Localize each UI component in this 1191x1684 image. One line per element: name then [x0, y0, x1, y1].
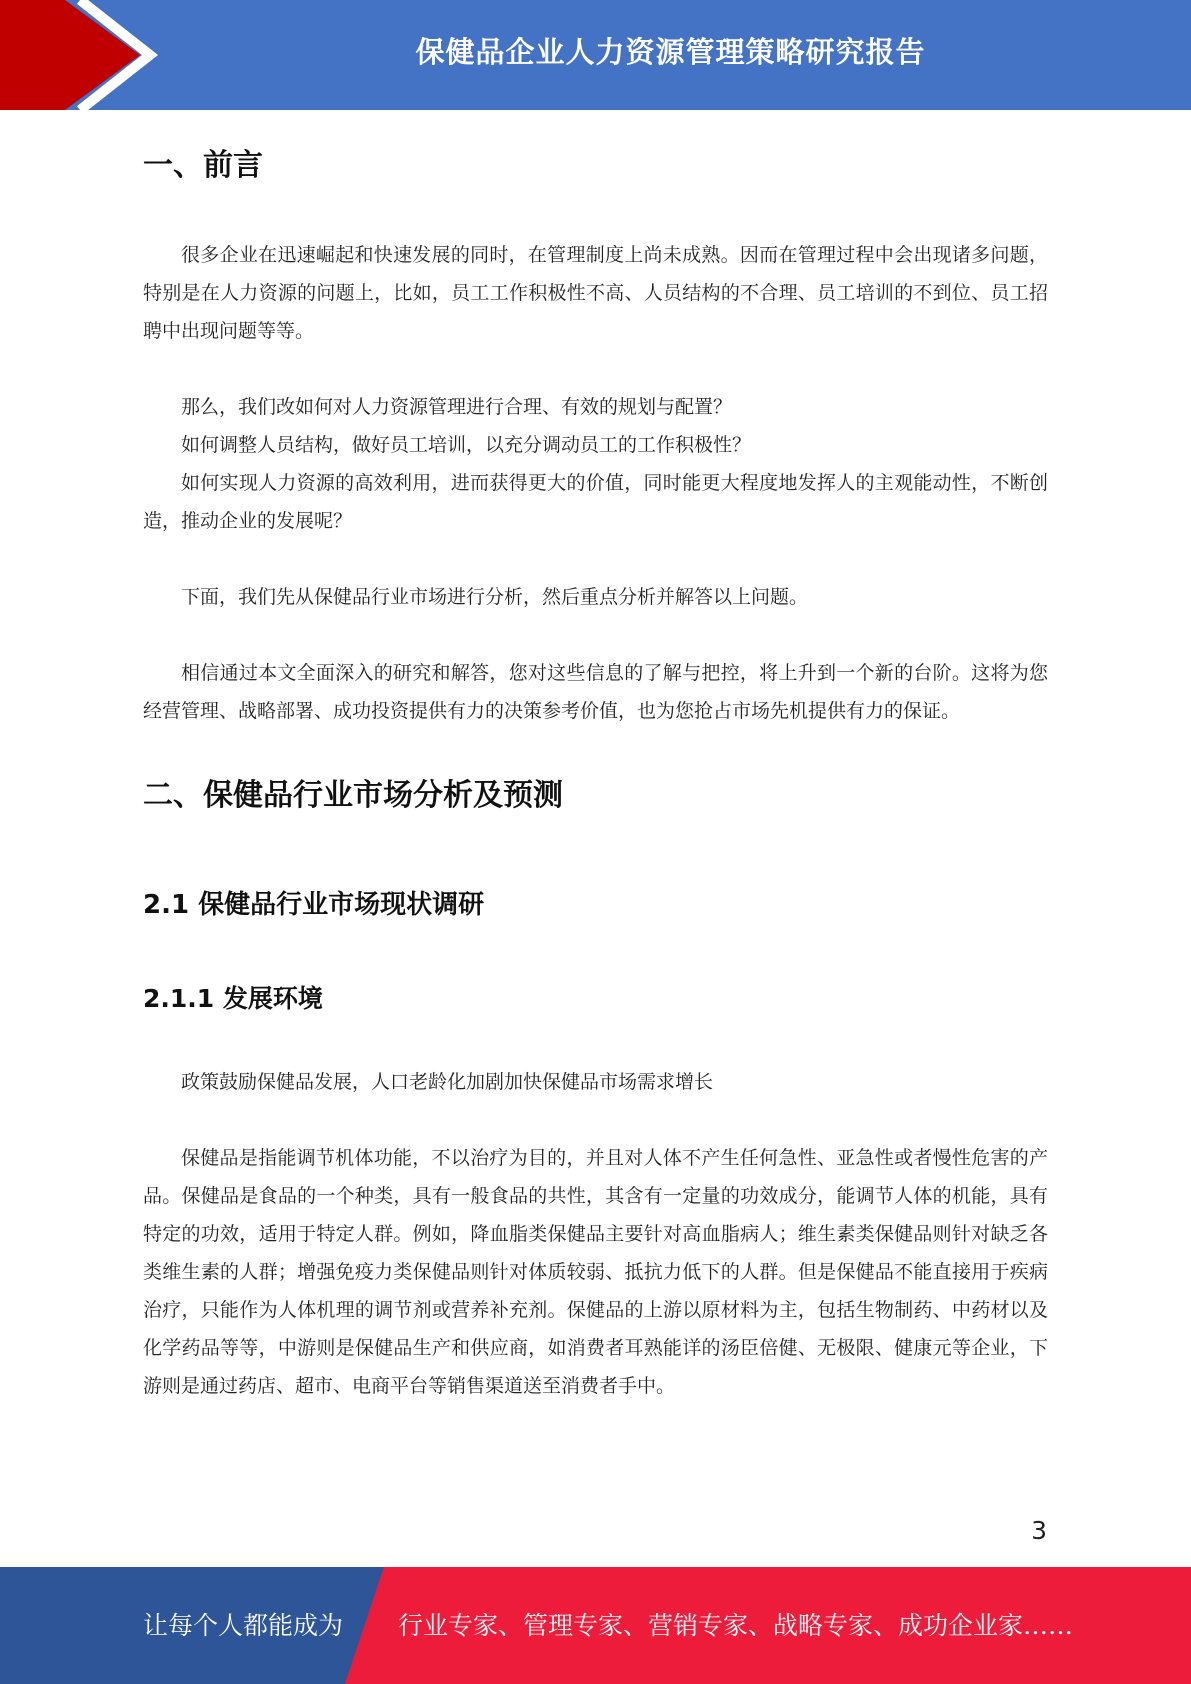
document-body	[143, 120, 1048, 1405]
paragraph: 政策鼓励保健品发展，人口老龄化加剧加快保健品市场需求增长	[181, 1071, 714, 1093]
footer-slogan-right: 行业专家、管理专家、营销专家、战略专家、成功企业家……	[398, 1611, 1074, 1640]
paragraph: 那么，我们改如何对人力资源管理进行合理、有效的规划与配置？	[181, 396, 733, 418]
subsection-heading: 2.1 保健品行业市场现状调研	[143, 890, 485, 920]
paragraph: 保健品是指能调节机体功能，不以治疗为目的，并且对人体不产生任何急性、亚急性或者慢性危害的产品。保健品是食品的一个种类，具有一般食品的共性，其含有一定量的功效成分，能调节人体的机能，具有特定的功效，适用于特定人群。例如，降血脂类保健品主要针对高血脂病人；维生素类保健品则针对缺乏各类维生素的人群；增强免疫力类保健品则针对体质较弱、抵抗力低下的人群。但是保健品不能直接用于疾病治疗，只能作为人体机理的调节剂或营养补充剂。保健品的上游以原材料为主，包括生物制药、中药材以及化学药品等等，中游则是保健品生产和供应商，如消费者耳熟能详的汤臣倍健、无极限、健康元等企业，下游则是通过药店、超市、电商平台等销售渠道送至消费者手中。	[143, 1147, 1048, 1397]
page-header	[0, 0, 1191, 110]
paragraph: 如何实现人力资源的高效利用，进而获得更大的价值，同时能更大程度地发挥人的主观能动性，不断创造，推动企业的发展呢？	[143, 472, 1048, 532]
section-heading-preface: 一、前言	[143, 148, 263, 183]
paragraph: 下面，我们先从保健品行业市场进行分析，然后重点分析并解答以上问题。	[181, 586, 809, 608]
subsubsection-heading: 2.1.1 发展环境	[143, 984, 323, 1013]
page-footer	[0, 1567, 1191, 1684]
section-heading-market-analysis: 二、保健品行业市场分析及预测	[143, 778, 563, 813]
report-title: 保健品企业人力资源管理策略研究报告	[415, 34, 926, 69]
paragraph: 如何调整人员结构，做好员工培训，以充分调动员工的工作积极性？	[181, 434, 752, 456]
paragraph: 相信通过本文全面深入的研究和解答，您对这些信息的了解与把控，将上升到一个新的台阶。这将为您经营管理、战略部署、成功投资提供有力的决策参考价值，也为您抢占市场先机提供有力的保证。	[143, 662, 1048, 722]
paragraph: 很多企业在迅速崛起和快速发展的同时，在管理制度上尚未成熟。因而在管理过程中会出现诸多问题，特别是在人力资源的问题上，比如，员工工作积极性不高、人员结构的不合理、员工培训的不到位、员工招聘中出现问题等等。	[143, 244, 1048, 342]
page-number: 3	[1031, 1516, 1047, 1545]
footer-slogan-left: 让每个人都能成为	[143, 1611, 344, 1640]
